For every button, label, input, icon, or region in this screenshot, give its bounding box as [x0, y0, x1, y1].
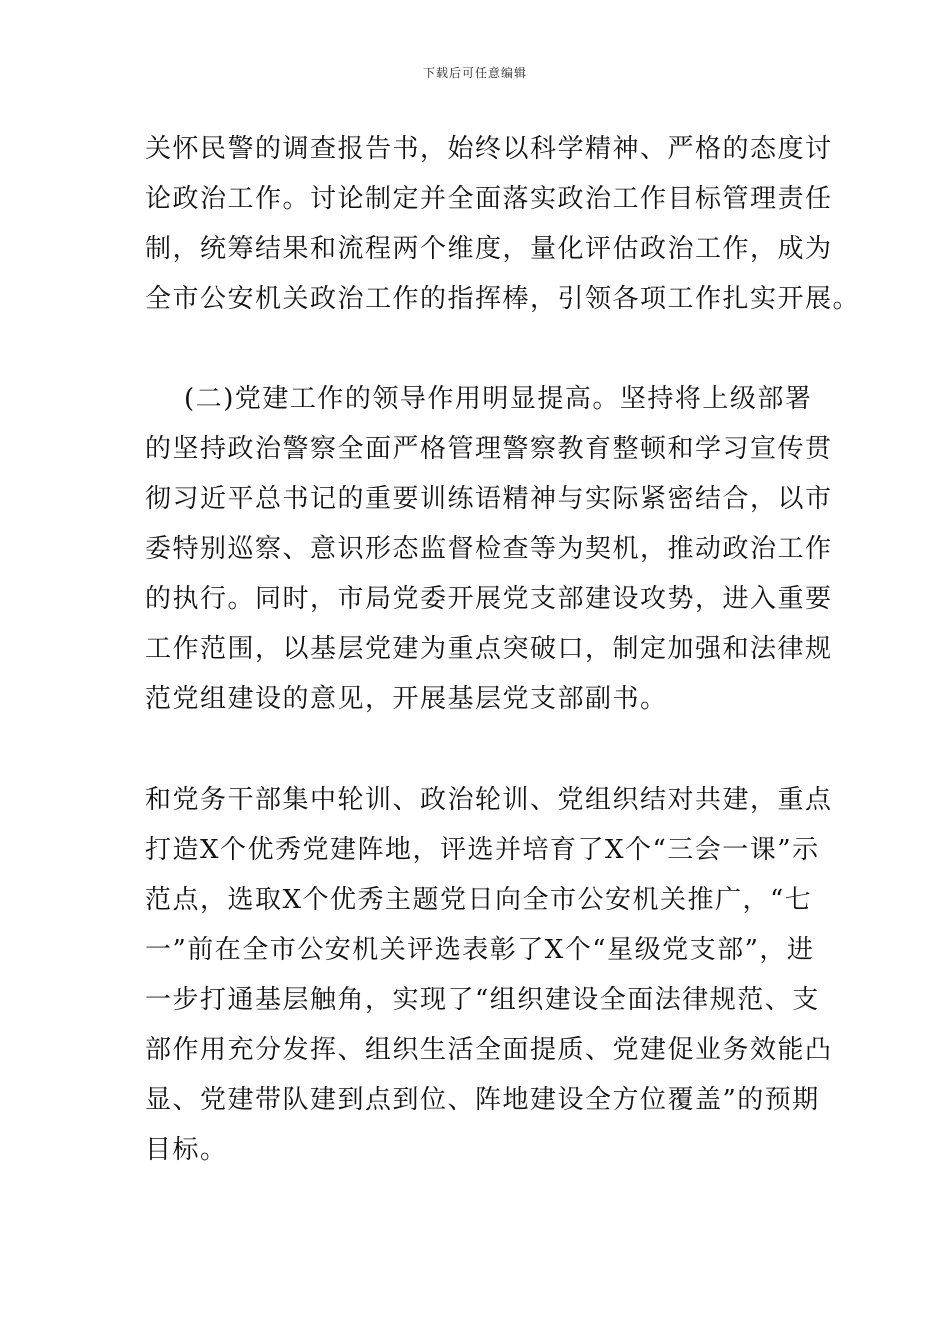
- text-line: 彻习近平总书记的重要训练语精神与实际紧密结合，以市: [145, 484, 833, 514]
- text-line: 关怀民警的调查报告书，始终以科学精神、严格的态度讨: [145, 134, 833, 164]
- text-line: 工作范围，以基层党建为重点突破口，制定加强和法律规: [145, 634, 833, 664]
- text-line: 的执行。同时，市局党委开展党支部建设攻势，进入重要: [145, 584, 833, 614]
- text-line: 全市公安机关政治工作的指挥棒，引领各项工作扎实开展。: [145, 284, 861, 314]
- text-line: 部作用充分发挥、组织生活全面提质、党建促业务效能凸: [145, 1035, 833, 1065]
- text-line: 委特别巡察、意识形态监督检查等为契机，推动政治工作: [145, 534, 833, 564]
- text-line: 显、党建带队建到点到位、阵地建设全方位覆盖”的预期: [145, 1085, 820, 1115]
- text-line: (二)党建工作的领导作用明显提高。坚持将上级部署: [145, 384, 813, 414]
- text-line: 论政治工作。讨论制定并全面落实政治工作目标管理责任: [145, 184, 833, 214]
- text-line: 一步打通基层触角，实现了“组织建设全面法律规范、支: [145, 985, 820, 1015]
- page-header-note: 下载后可任意编辑: [422, 66, 527, 80]
- paragraph-1: [145, 124, 861, 324]
- text-line: 范党组建设的意见，开展基层党支部副书。: [145, 684, 668, 714]
- text-line: 的坚持政治警察全面严格管理警察教育整顿和学习宣传贯: [145, 434, 833, 464]
- text-line: 目标。: [145, 1135, 228, 1165]
- text-line: 和党务干部集中轮训、政治轮训、党组织结对共建，重点: [145, 785, 833, 815]
- text-line: 范点，选取X个优秀主题党日向全市公安机关推广，“七: [145, 885, 813, 915]
- text-line: 一”前在全市公安机关评选表彰了X个“星级党支部”，进: [145, 935, 815, 965]
- text-line: 打造X个优秀党建阵地，评选并培育了X个“三会一课”示: [145, 835, 820, 865]
- text-line: 制，统筹结果和流程两个维度，量化评估政治工作，成为: [145, 234, 833, 264]
- paragraph-2: [145, 374, 833, 724]
- paragraph-3: [145, 775, 833, 1175]
